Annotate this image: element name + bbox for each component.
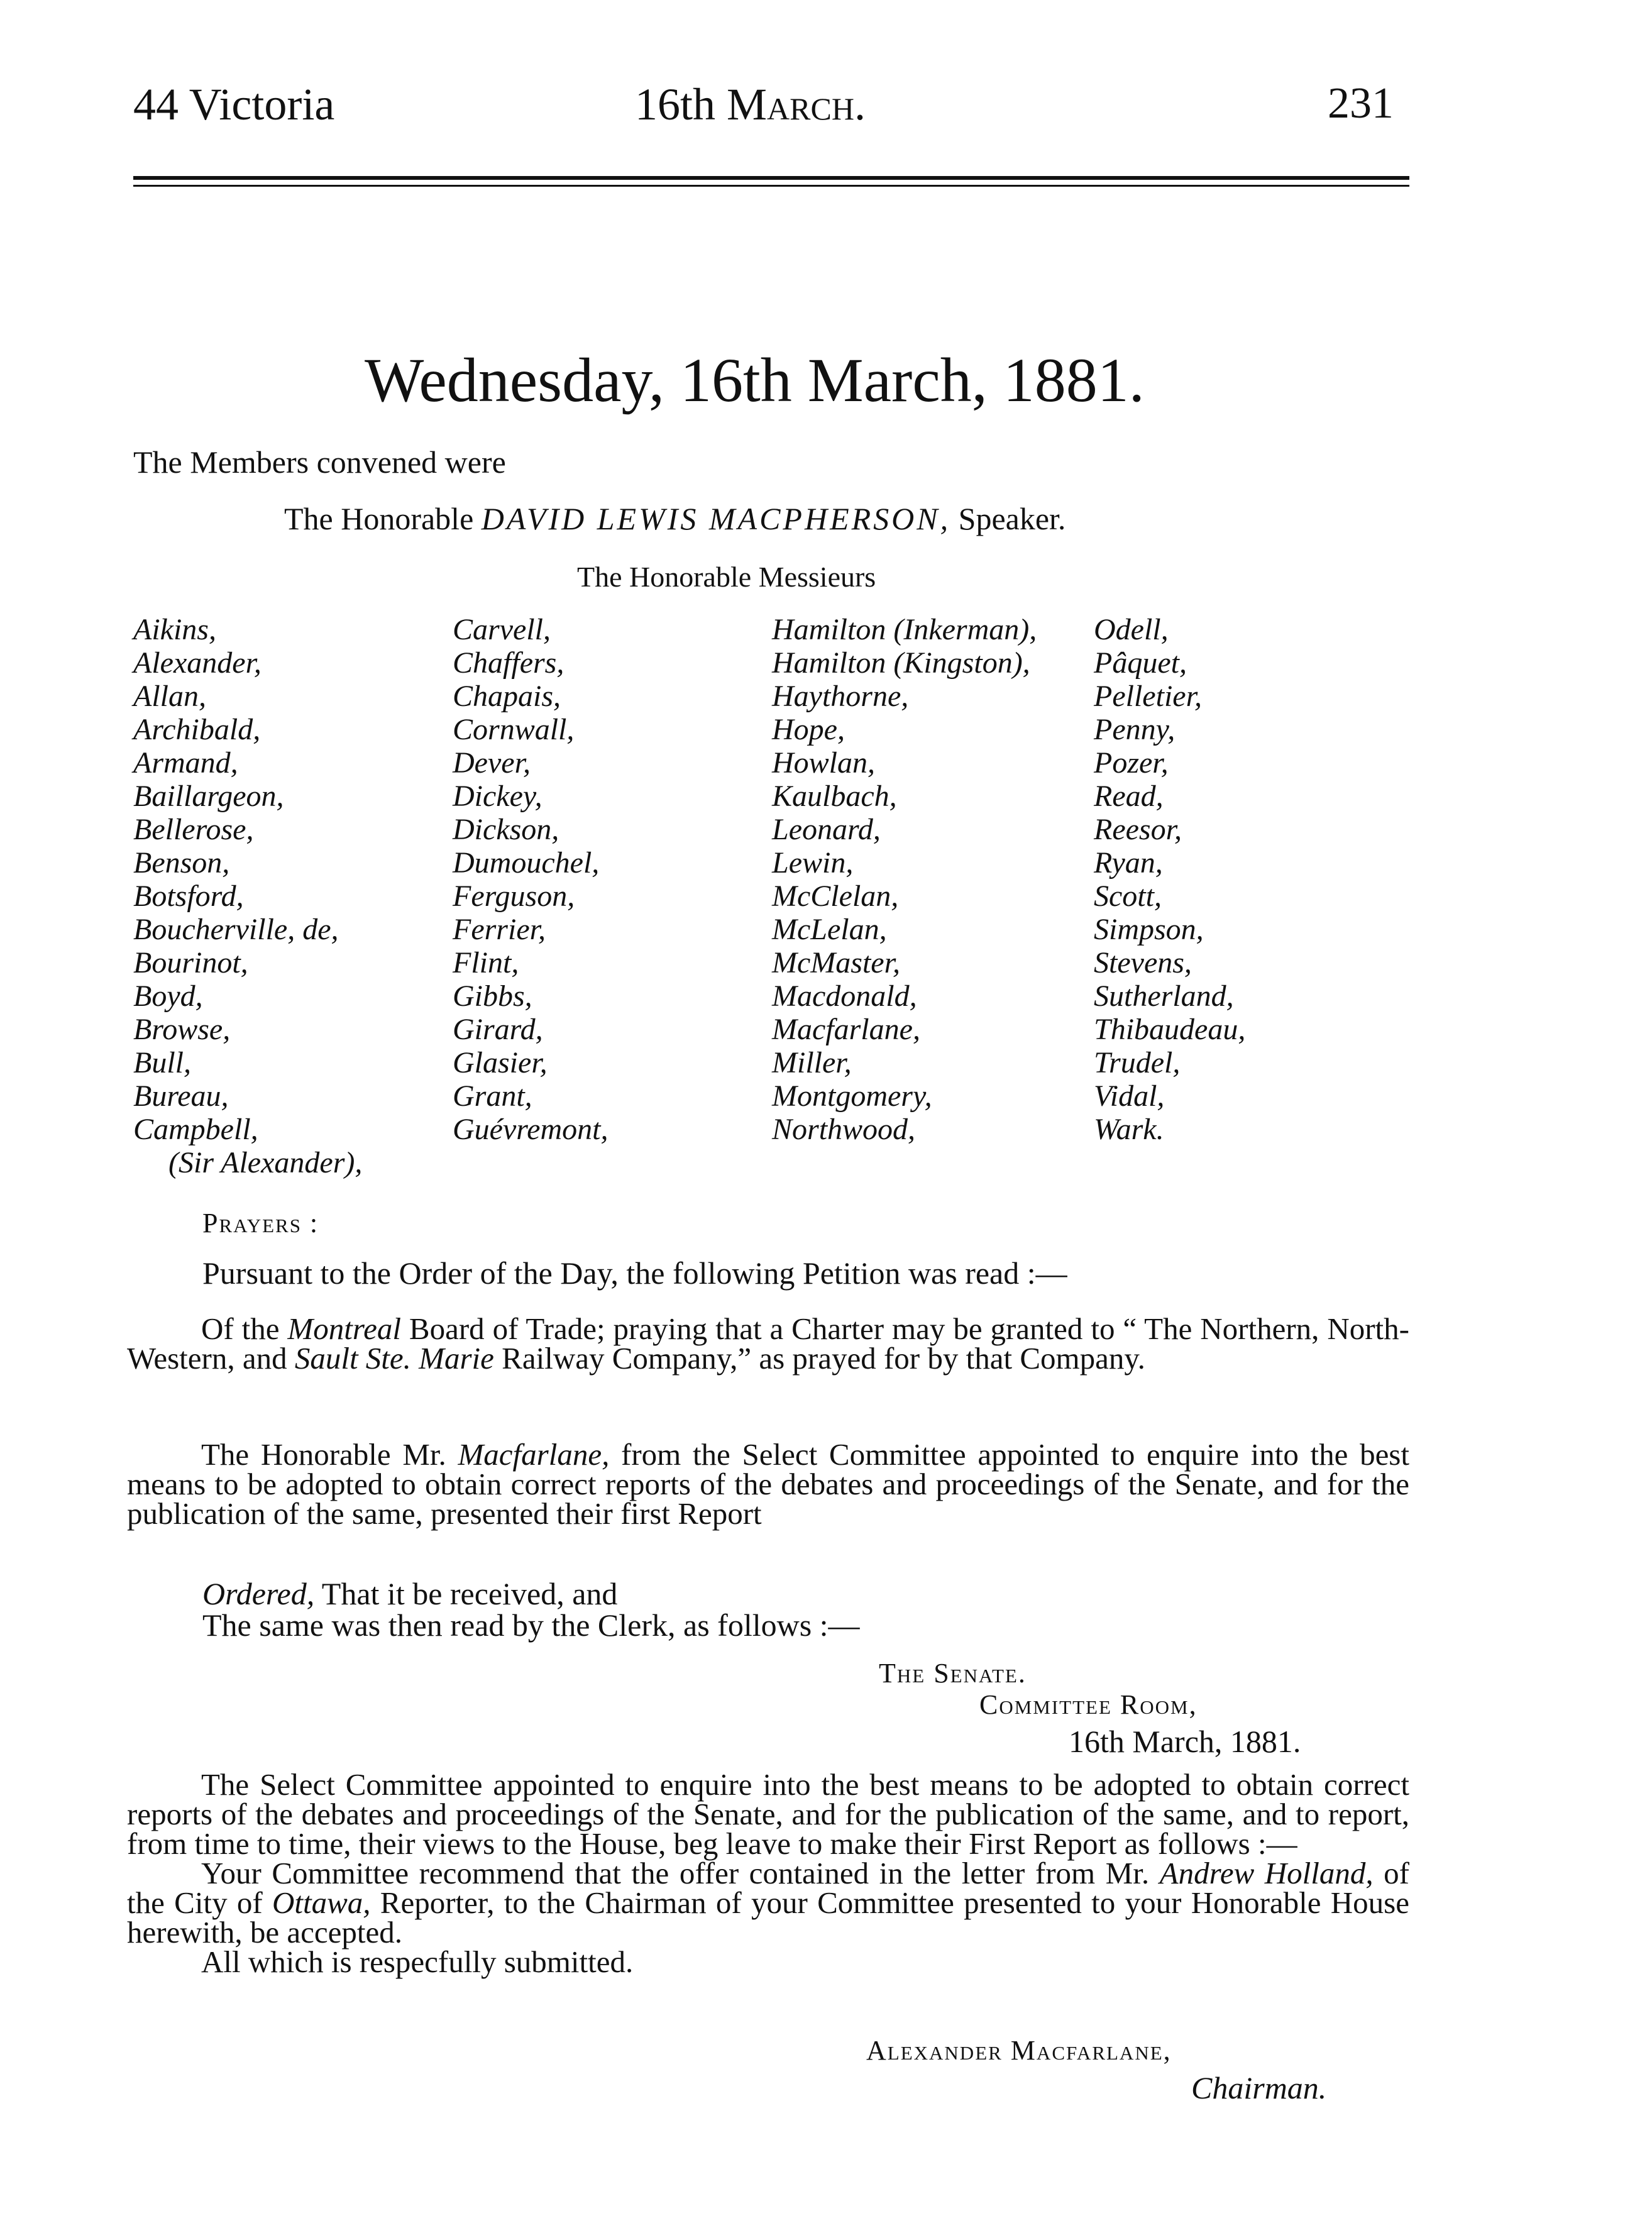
member-name: Boyd,	[133, 979, 203, 1013]
member-name: Baillargeon,	[133, 780, 284, 813]
member-name: Northwood,	[772, 1113, 916, 1146]
member-name: Vidal,	[1094, 1079, 1165, 1113]
page-title: Wednesday, 16th March, 1881.	[365, 345, 1145, 415]
speaker-suffix: Speaker.	[958, 501, 1066, 536]
report-place-name: Ottawa,	[272, 1885, 371, 1920]
member-name: Penny,	[1094, 713, 1176, 746]
member-column-2	[453, 613, 608, 1146]
member-name: Flint,	[453, 946, 519, 979]
ordered-text: That it be received, and	[314, 1576, 618, 1611]
member-name: Sutherland,	[1094, 979, 1234, 1013]
header-day: 16th	[635, 79, 716, 130]
report-body	[127, 1767, 1410, 1979]
member-name: Miller,	[772, 1046, 852, 1079]
member-name: Guévremont,	[453, 1113, 608, 1146]
member-name: Thibaudeau,	[1094, 1013, 1246, 1046]
member-name: Chaffers,	[453, 646, 564, 680]
ordered-line	[202, 1578, 617, 1609]
member-column-4	[1094, 613, 1245, 1146]
member-name: Dumouchel,	[453, 846, 600, 880]
report-paragraph-3: All which is respecfully submitted.	[201, 1944, 634, 1979]
speaker-prefix: The Honorable	[284, 501, 474, 536]
member-name: Pâquet,	[1094, 646, 1187, 680]
member-name: Grant,	[453, 1079, 532, 1113]
member-name: Haythorne,	[772, 680, 909, 713]
member-name: Kaulbach,	[772, 780, 897, 813]
committee-text: from the Select Committee appointed to enquire into the best means to be adopted to obtain correct reports of the debates and proceedings of the Senate, and for the publication of the same, presented their first Report	[127, 1437, 1409, 1531]
member-name: Stevens,	[1094, 946, 1192, 979]
member-name: Macdonald,	[772, 979, 917, 1013]
member-name: Lewin,	[772, 846, 854, 880]
member-name: Bureau,	[133, 1079, 229, 1113]
report-person-name: Andrew Holland,	[1159, 1856, 1374, 1890]
signature-title: Chairman.	[1191, 2070, 1327, 2105]
read-by-clerk-line: The same was then read by the Clerk, as follows :—	[202, 1608, 860, 1643]
committee-member-name: Macfarlane,	[458, 1437, 610, 1472]
member-name: Scott,	[1094, 880, 1162, 913]
header-rule-thick	[133, 176, 1409, 180]
member-name: Bourinot,	[133, 946, 248, 979]
member-name: Odell,	[1094, 613, 1169, 646]
member-column-1	[133, 613, 362, 1179]
member-name: Pozer,	[1094, 746, 1169, 780]
member-name: Botsford,	[133, 880, 244, 913]
member-name: McClelan,	[772, 880, 899, 913]
report-date: 16th March, 1881.	[1069, 1724, 1301, 1759]
member-name: Cornwall,	[453, 713, 575, 746]
member-name: Ryan,	[1094, 846, 1163, 880]
member-name: Campbell,	[133, 1113, 258, 1146]
member-name: Boucherville, de,	[133, 913, 339, 946]
member-name: Aikins,	[133, 613, 216, 646]
convened-line: The Members convened were	[133, 444, 506, 480]
member-name: Dickey,	[453, 780, 542, 813]
member-name: Ferrier,	[453, 913, 546, 946]
member-name: Bull,	[133, 1046, 191, 1079]
member-name: Pelletier,	[1094, 680, 1202, 713]
header-month: March.	[727, 79, 866, 130]
petition-text: Board of Trade; praying that a Charter may be granted to “ The Northern, North-Western, and	[127, 1311, 1409, 1376]
member-column-3	[772, 613, 1037, 1146]
running-header-session: 44 Victoria	[133, 79, 335, 130]
member-name: Alexander,	[133, 646, 262, 680]
page-number: 231	[1328, 79, 1394, 128]
report-paragraph-1: The Select Committee appointed to enquire into the best means to be adopted to obtain correct reports of the debates and proceedings of the Senate, and for the publication of the same, and to report, from time to time, their views to the House, beg leave to make their First Report as follows :—	[127, 1767, 1409, 1861]
member-name: Girard,	[453, 1013, 543, 1046]
committee-paragraph	[127, 1437, 1409, 1531]
member-name: Howlan,	[772, 746, 876, 780]
member-name: Browse,	[133, 1013, 231, 1046]
member-name: Simpson,	[1094, 913, 1204, 946]
member-name: Hamilton (Inkerman),	[772, 613, 1037, 646]
pursuant-line: Pursuant to the Order of the Day, the following Petition was read :—	[202, 1255, 1067, 1291]
report-text: Your Committee recommend that the offer contained in the letter from Mr.	[201, 1856, 1160, 1890]
member-name: Hamilton (Kingston),	[772, 646, 1030, 680]
member-name: Dickson,	[453, 813, 559, 846]
petition-text: Railway Company,” as prayed for by that Company.	[493, 1341, 1145, 1376]
member-name-continuation: (Sir Alexander),	[168, 1146, 363, 1179]
member-name: Reesor,	[1094, 813, 1182, 846]
messieurs-line: The Honorable Messieurs	[577, 561, 876, 593]
prayers-heading: Prayers :	[202, 1208, 319, 1238]
member-name: Hope,	[772, 713, 845, 746]
member-name: McMaster,	[772, 946, 900, 979]
speaker-name: DAVID LEWIS MACPHERSON,	[481, 501, 951, 536]
committee-text: The Honorable Mr.	[201, 1437, 458, 1472]
signature-name: Alexander Macfarlane,	[866, 2035, 1172, 2066]
member-name: McLelan,	[772, 913, 887, 946]
member-name: Armand,	[133, 746, 238, 780]
report-paragraph-2	[127, 1856, 1410, 1950]
member-name: Benson,	[133, 846, 230, 880]
speaker-line	[284, 503, 1066, 534]
report-text: of the City of	[127, 1856, 1410, 1920]
member-name: Chapais,	[453, 680, 561, 713]
member-name: Bellerose,	[133, 813, 254, 846]
member-name: Allan,	[133, 680, 206, 713]
member-name: Wark.	[1094, 1113, 1164, 1146]
header-rule-thin	[133, 185, 1409, 187]
report-heading-room: Committee Room,	[979, 1689, 1198, 1720]
petition-place: Montreal	[287, 1311, 401, 1346]
member-name: Archibald,	[133, 713, 261, 746]
member-name: Dever,	[453, 746, 531, 780]
member-name: Leonard,	[772, 813, 881, 846]
report-text: Reporter, to the Chairman of your Committee presented to your Honorable House herewith, be accepted.	[127, 1885, 1409, 1950]
member-name: Montgomery,	[772, 1079, 932, 1113]
member-name: Gibbs,	[453, 979, 532, 1013]
member-name: Ferguson,	[453, 880, 575, 913]
member-name: Macfarlane,	[772, 1013, 920, 1046]
member-name: Glasier,	[453, 1046, 548, 1079]
petition-place: Sault Ste. Marie	[294, 1341, 494, 1376]
running-header-date	[635, 79, 866, 130]
petition-paragraph	[127, 1311, 1409, 1376]
member-name: Trudel,	[1094, 1046, 1181, 1079]
petition-text: Of the	[201, 1311, 288, 1346]
member-name: Carvell,	[453, 613, 551, 646]
ordered-word: Ordered,	[202, 1576, 315, 1611]
report-heading-senate: The Senate.	[879, 1658, 1027, 1689]
member-name: Read,	[1094, 780, 1164, 813]
